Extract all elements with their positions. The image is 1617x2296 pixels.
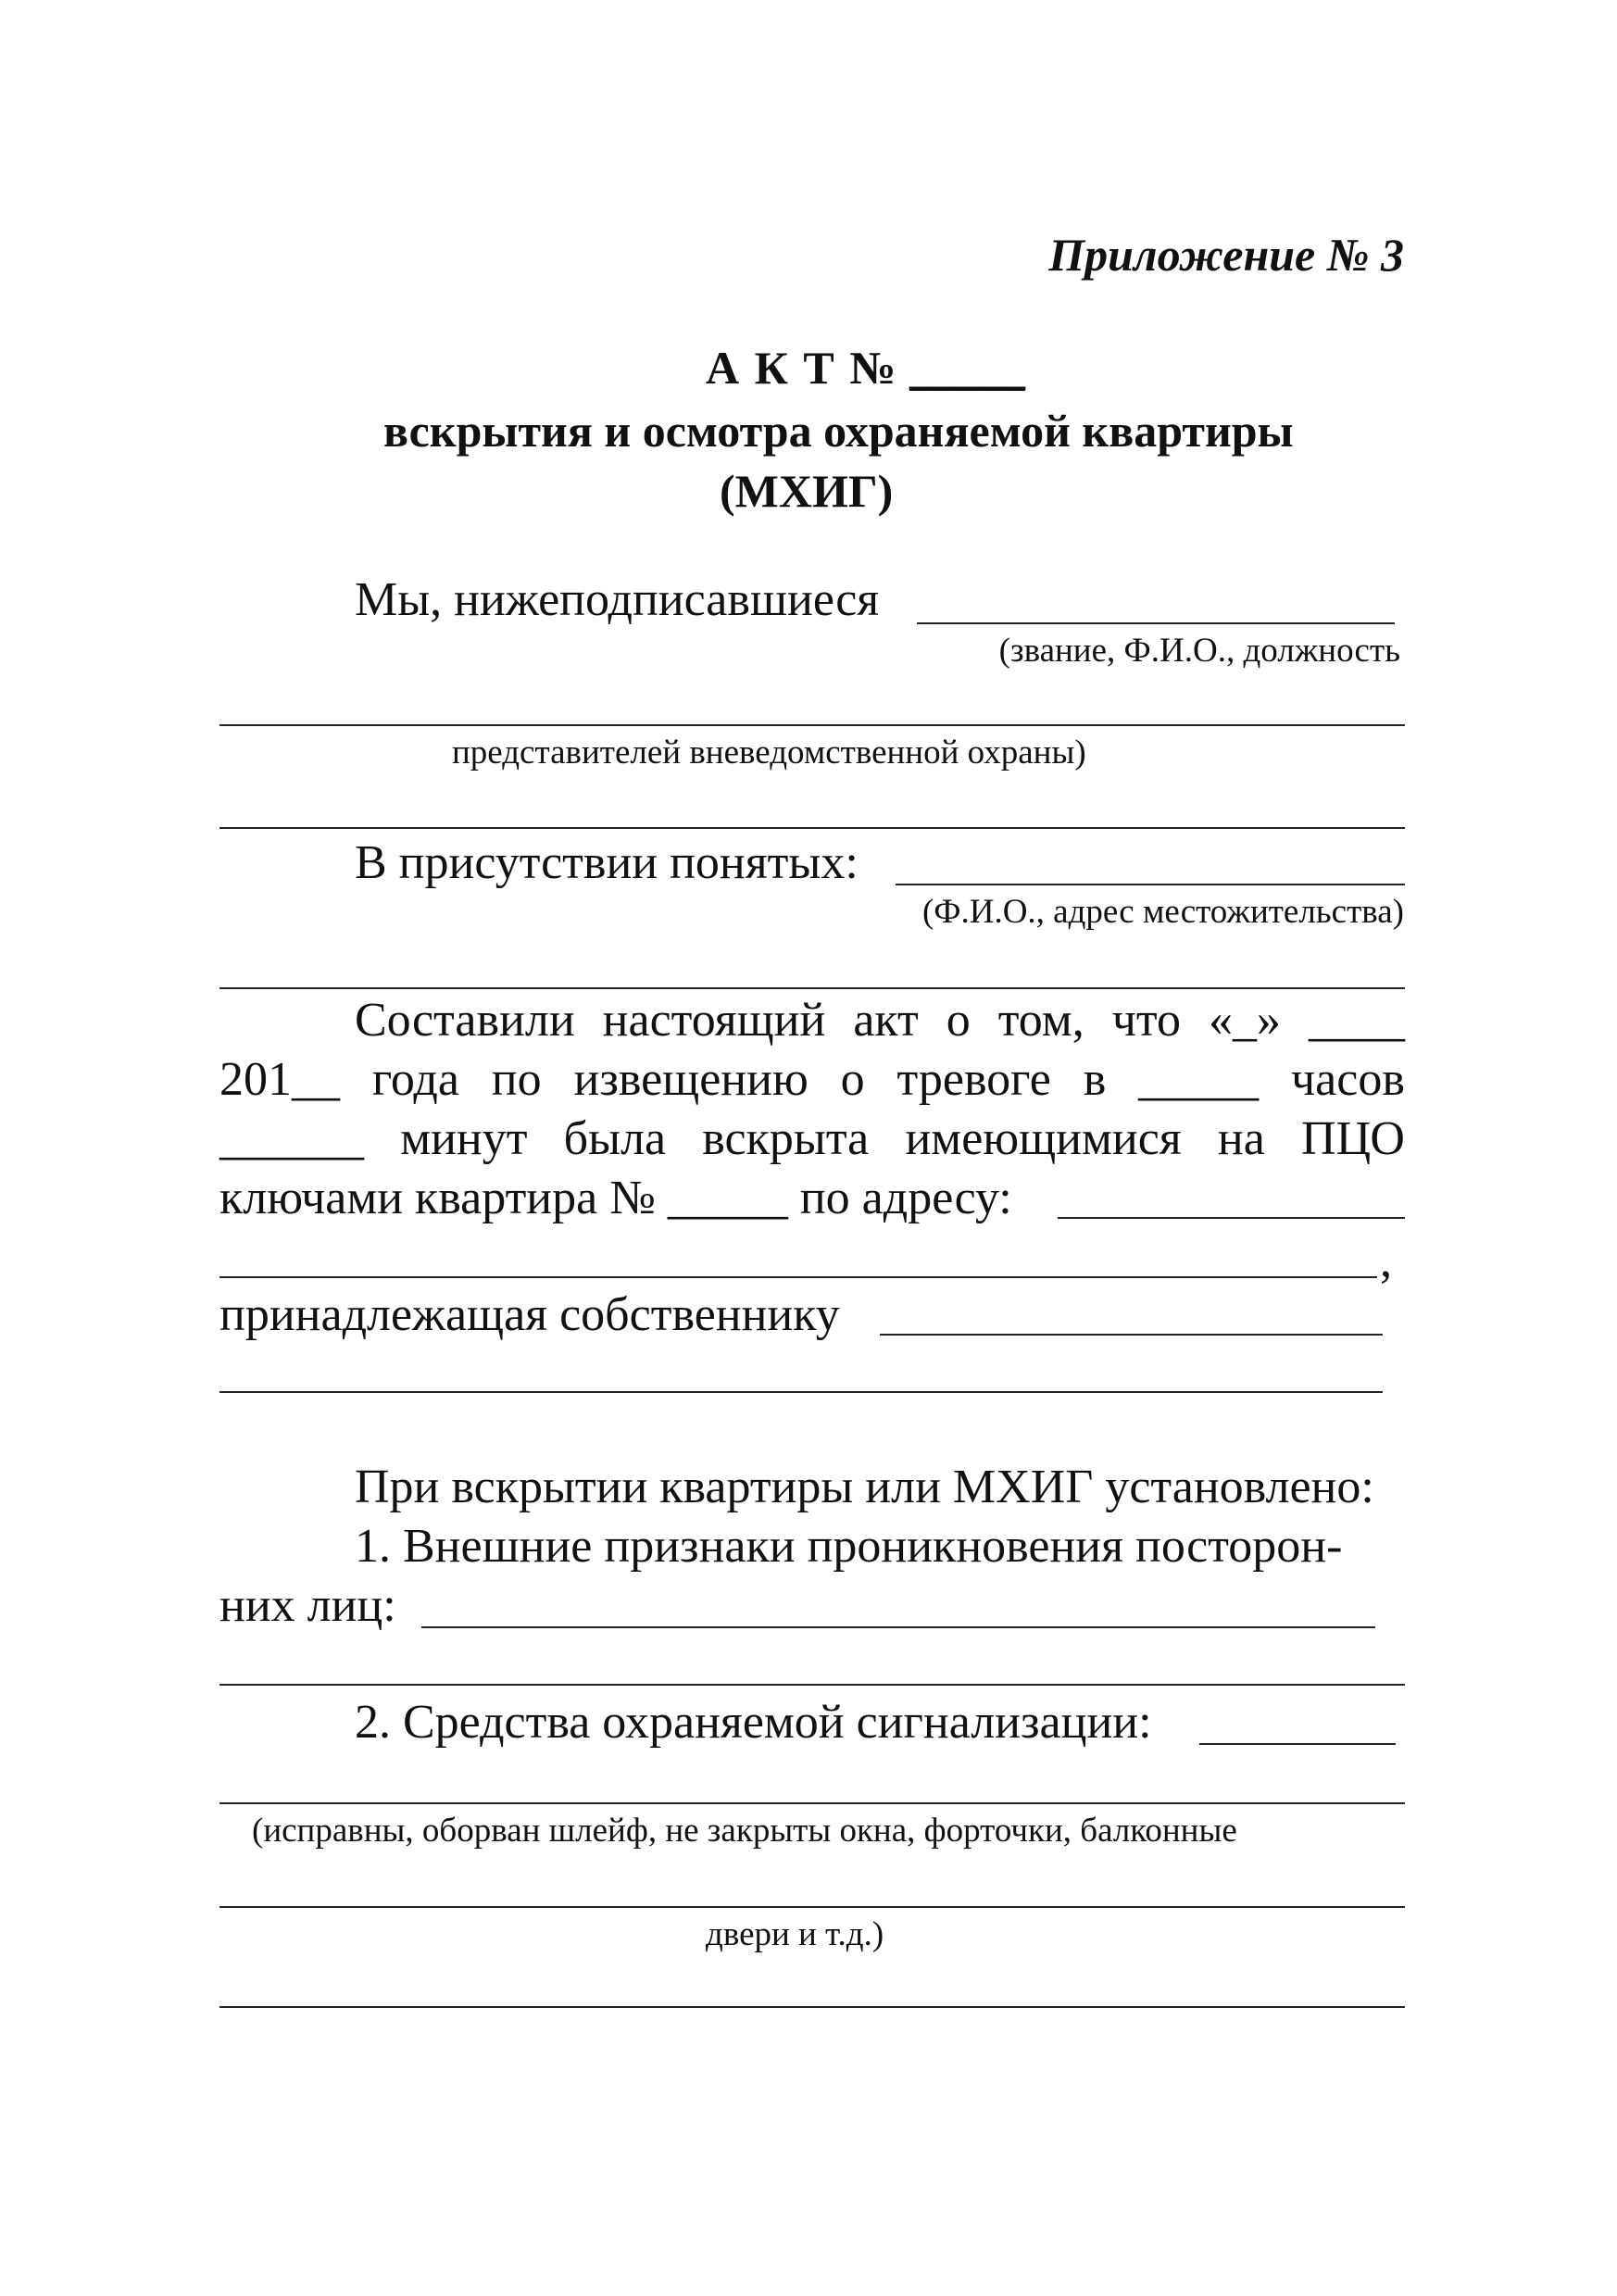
word: Составили	[355, 994, 575, 1047]
witnesses-hint: (Ф.И.О., адрес местожительства)	[921, 893, 1404, 931]
word: года	[371, 1053, 459, 1106]
finding-2-line	[1199, 1743, 1396, 1745]
finding-2-line-3	[219, 1906, 1405, 1908]
signatories-line-3	[219, 827, 1405, 829]
address-line-2	[219, 1276, 1377, 1278]
finding-2-line-4	[219, 2006, 1405, 2008]
word: на	[1217, 1112, 1265, 1165]
address-label: по адресу:	[799, 1172, 1012, 1224]
address-comma: ,	[1380, 1235, 1392, 1287]
word: о	[840, 1053, 865, 1106]
act-text-line-1	[355, 994, 1405, 1047]
address-line	[1058, 1217, 1405, 1219]
word: что	[1111, 994, 1181, 1047]
findings-intro: При вскрытии квартиры или МХИГ установлено:	[355, 1461, 1374, 1513]
word: настоящий	[602, 994, 826, 1047]
finding-1-text-cont: них лиц:	[219, 1579, 396, 1632]
act-text-line-3	[219, 1112, 1405, 1165]
finding-1-line-2	[219, 1684, 1405, 1686]
owner-label: принадлежащая собственнику	[219, 1288, 840, 1341]
word: извещению	[573, 1053, 808, 1106]
act-subtitle-mhig: (МХИГ)	[720, 465, 894, 517]
word: имеющимися	[905, 1112, 1182, 1165]
finding-2-text: 2. Средства охраняемой сигнализации:	[355, 1696, 1152, 1749]
word: часов	[1291, 1053, 1405, 1106]
word: акт	[853, 994, 919, 1047]
day-blank: «_»	[1208, 994, 1281, 1047]
word: по	[491, 1053, 542, 1106]
year-blank: 201__	[219, 1053, 340, 1106]
word: вскрыта	[702, 1112, 870, 1165]
owner-line-2	[219, 1391, 1383, 1393]
word: минут	[400, 1112, 528, 1165]
act-subtitle: вскрытия и осмотра охраняемой квартиры	[383, 405, 1294, 457]
month-blank: ____	[1308, 994, 1405, 1047]
finding-1-line	[421, 1626, 1375, 1628]
finding-2-line-2	[219, 1802, 1405, 1804]
word: ПЦО	[1301, 1112, 1405, 1165]
word: о	[946, 994, 971, 1047]
minutes-blank: ______	[219, 1112, 364, 1165]
signatories-line-2	[219, 724, 1405, 726]
word: в	[1083, 1053, 1107, 1106]
finding-2-hint: (исправны, оборван шлейф, не закрыты окна, форточки, балконные	[252, 1812, 1237, 1850]
signatories-line	[917, 622, 1395, 624]
apartment-number-blank: _____	[667, 1172, 788, 1224]
finding-1-text: 1. Внешние признаки проникновения посторон-	[355, 1520, 1343, 1573]
signatories-label: Мы, нижеподписавшиеся	[355, 573, 880, 626]
act-text-line-4	[219, 1174, 1012, 1223]
act-text-line-2	[219, 1053, 1405, 1106]
hours-blank: _____	[1138, 1053, 1260, 1106]
signatories-hint: (звание, Ф.И.О., должность	[998, 632, 1400, 670]
witnesses-line	[896, 884, 1405, 885]
apartment-label: ключами квартира №	[219, 1172, 656, 1224]
word: была	[563, 1112, 667, 1165]
word: тревоге	[896, 1053, 1051, 1106]
act-number-blank: _____	[909, 342, 1025, 394]
witnesses-line-2	[219, 987, 1405, 989]
signatories-hint-2: представителей вневедомственной охраны)	[452, 734, 1086, 772]
appendix-label: Приложение № 3	[1048, 229, 1404, 281]
owner-line	[880, 1334, 1383, 1336]
act-title	[706, 342, 1025, 394]
finding-2-hint-2: двери и т.д.)	[706, 1915, 884, 1953]
word: том,	[997, 994, 1084, 1047]
act-title-text: А К Т №	[706, 342, 898, 394]
witnesses-label: В присутствии понятых:	[355, 836, 859, 889]
